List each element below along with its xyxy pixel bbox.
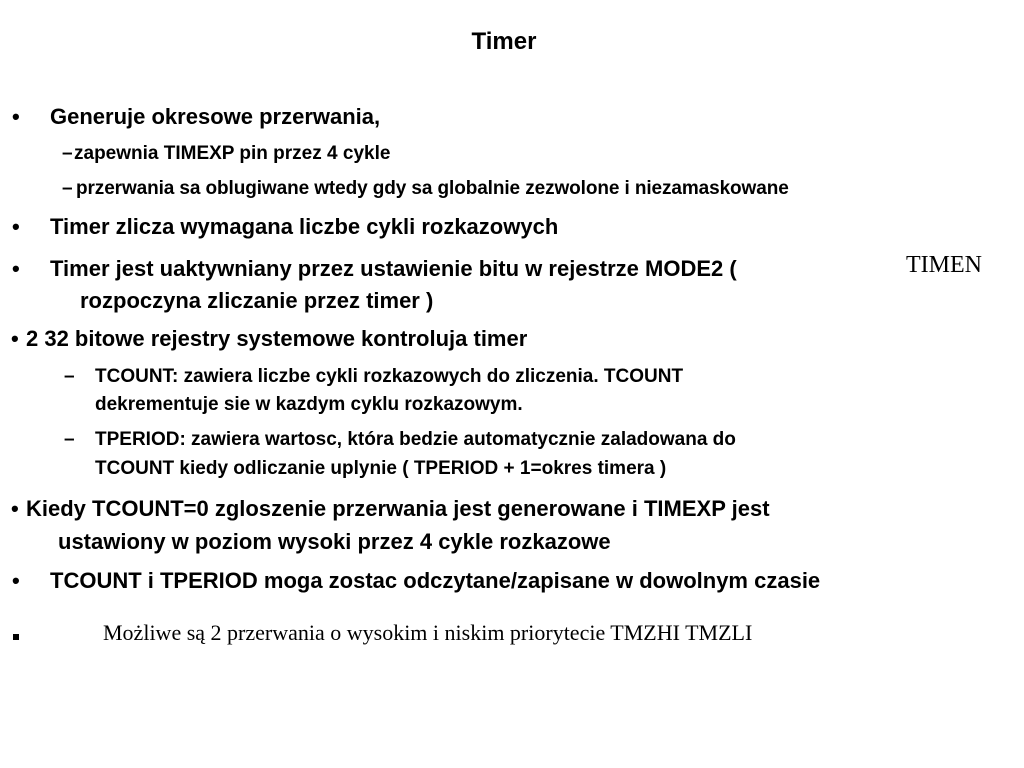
note-text: Możliwe są 2 przerwania o wysokim i niskim priorytecie TMZHI TMZLI	[103, 620, 753, 645]
timen-label: TIMEN	[906, 252, 982, 278]
list-item: Kiedy TCOUNT=0 zgloszenie przerwania jest generowane i TIMEXP jest	[26, 496, 770, 521]
list-item-continuation: dekrementuje sie w kazdym cyklu rozkazowym.	[95, 394, 523, 415]
dash-icon: –	[64, 429, 75, 450]
list-item: zapewnia TIMEXP pin przez 4 cykle	[74, 143, 391, 164]
dash-icon: –	[62, 143, 73, 164]
slide-title: Timer	[471, 28, 537, 55]
list-item: TPERIOD: zawiera wartosc, która bedzie automatycznie zaladowana do	[95, 429, 736, 450]
list-item: Timer zlicza wymagana liczbe cykli rozkazowych	[50, 214, 559, 239]
list-item: Timer jest uaktywniany przez ustawienie bitu w rejestrze MODE2 (	[50, 256, 737, 281]
square-bullet-icon	[13, 634, 19, 640]
bullet-icon: •	[12, 214, 20, 239]
list-item: TCOUNT: zawiera liczbe cykli rozkazowych do zliczenia. TCOUNT	[95, 366, 684, 387]
bullet-icon: •	[12, 568, 20, 593]
list-item: przerwania sa oblugiwane wtedy gdy sa globalnie zezwolone i niezamaskowane	[76, 178, 789, 199]
list-item-continuation: ustawiony w poziom wysoki przez 4 cykle rozkazowe	[58, 529, 611, 554]
dash-icon: –	[64, 366, 75, 387]
bullet-icon: •	[11, 496, 19, 521]
list-item: Generuje okresowe przerwania,	[50, 104, 381, 129]
bullet-icon: •	[11, 326, 19, 351]
list-item: 2 32 bitowe rejestry systemowe kontroluja timer	[26, 326, 528, 351]
bullet-icon: •	[12, 256, 20, 281]
list-item-continuation: TCOUNT kiedy odliczanie uplynie ( TPERIOD + 1=okres timera )	[95, 458, 667, 479]
list-item: TCOUNT i TPERIOD moga zostac odczytane/zapisane w dowolnym czasie	[50, 568, 821, 593]
bullet-icon: •	[12, 104, 20, 129]
dash-icon: –	[62, 178, 73, 199]
list-item-continuation: rozpoczyna zliczanie przez timer )	[80, 288, 434, 313]
